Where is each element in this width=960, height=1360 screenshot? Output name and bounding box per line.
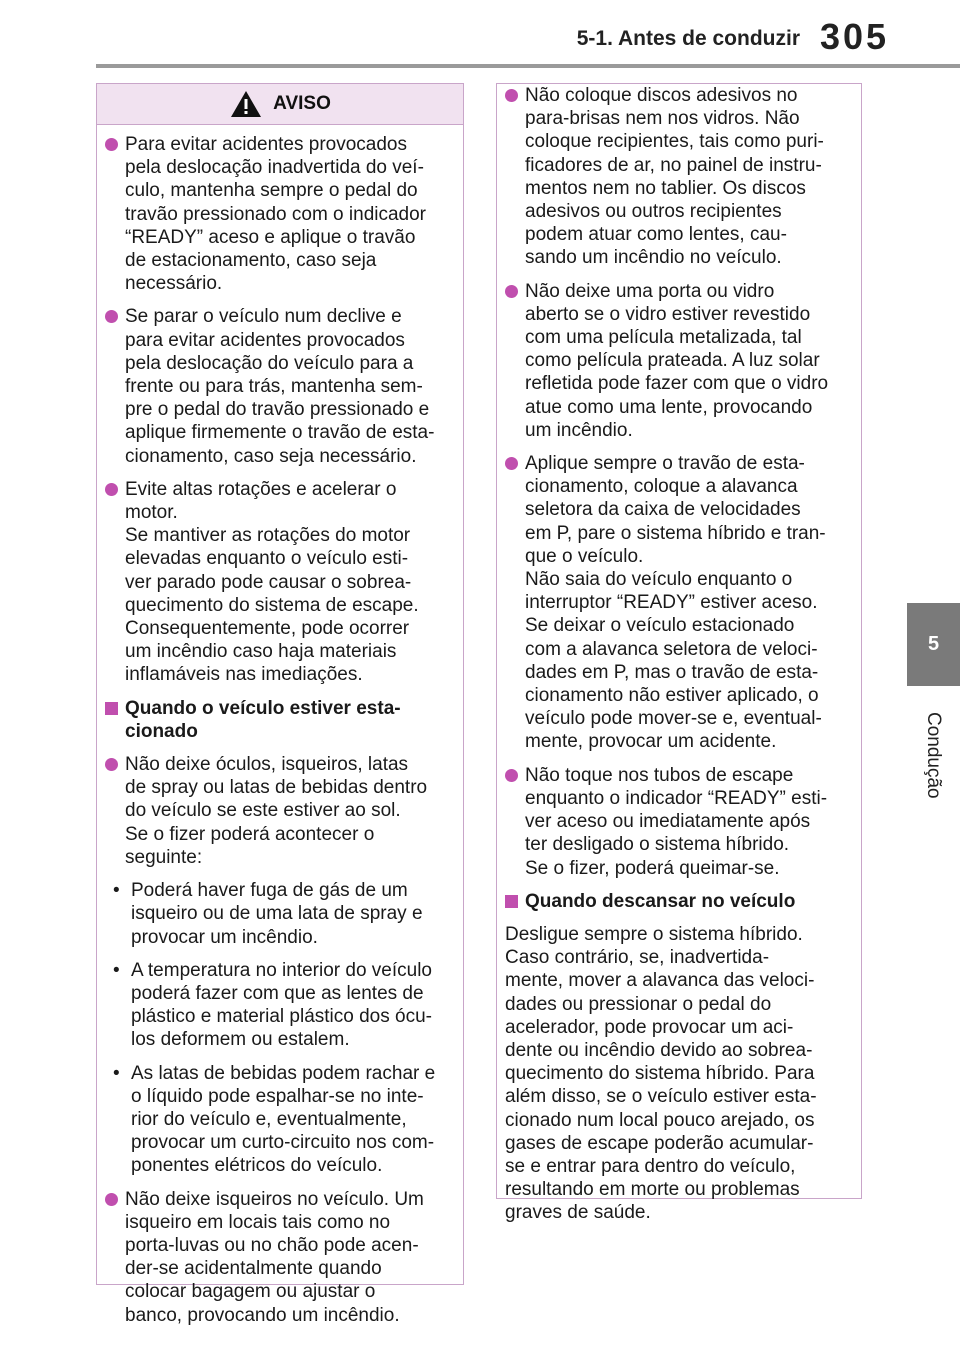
bullet-dot-icon — [505, 769, 518, 782]
warning-triangle-icon — [229, 89, 263, 119]
heading-square-icon — [105, 702, 118, 715]
list-item-text: Se parar o veículo num declive e para evitar acidentes provocados pela deslocação do veículo para a frente ou para trás, mantenha sem- pre o pedal do travão pressionado e aplique firmemente o travão de esta- cionamento, caso seja necessário. — [125, 306, 435, 467]
list-item-text: Não coloque discos adesivos no para-brisas nem nos vidros. Não coloque recipientes, tais como puri- ficadores de ar, no painel de instru- mentos nem no tablier. Os discos adesivos ou outros recipientes podem atuar como lentes, cau- sando um incêndio no veículo. — [525, 85, 824, 269]
list-item — [505, 84, 851, 270]
paragraph: Desligue sempre o sistema híbrido. Caso contrário, se, inadvertida- mente, mover a alavanca das veloci- dades ou pressionar o pedal do acelerador, pode provocar um aci- dente ou incêndio devido ao sobrea- quecimento do sistema híbrido. Para além disso, se o veículo estiver esta- cionado num local pouco arejado, os gases de escape poderão acumular- se e entrar para dentro do veículo, resultando em morte ou problemas graves de saúde. — [505, 923, 817, 1224]
list-item-text: Não deixe isqueiros no veículo. Um isqueiro em locais tais como no porta-luvas ou no chão pode acen- der-se acidentalmente quando colocar bagagem ou ajustar o banco, provocando um incêndio. — [125, 1188, 424, 1326]
list-item-text: Aplique sempre o travão de esta- cionamento, coloque a alavanca seletora da caixa de velocidades em P, pare o sistema híbrido e tran- que o veículo. Não saia do veículo enquanto o interruptor “READY” estiver aceso. Se deixar o veículo estacionado com a alavanca seletora de veloci- dades em P, mas o travão de esta- cionamento não estiver aplicado, o veículo pode mover-se e, eventual- mente, provocar um acidente. — [525, 453, 826, 753]
list-item-text: Não toque nos tubos de escape enquanto o indicador “READY” esti- ver aceso ou imediatamente após ter desligado o sistema híbrido. Se o fizer, poderá queimar-se. — [525, 764, 828, 879]
list-item — [105, 753, 453, 869]
sub-list-item — [113, 1062, 453, 1178]
sub-list-item-text: As latas de bebidas podem rachar e o líquido pode espalhar-se no inte- rior do veículo e, eventualmente, provocar um curto-circuito nos com- ponentes elétricos do veículo. — [131, 1062, 436, 1177]
chapter-tab[interactable] — [907, 603, 960, 686]
sub-list-item-text: A temperatura no interior do veículo poderá fazer com que as lentes de plástico e material plástico dos ócu- los deformem ou estalem. — [131, 959, 433, 1051]
bullet-dot-icon — [105, 1193, 118, 1206]
list-item-text: Para evitar acidentes provocados pela deslocação inadvertida do veí- culo, mantenha sempre o pedal do travão pressionado com o indicador “READY” aceso e aplique o travão de estacionamento, caso seja necessário. — [125, 134, 427, 295]
bullet-dot-icon — [505, 285, 518, 298]
warning-title: AVISO — [273, 93, 331, 114]
bullet-dot-icon — [505, 457, 518, 470]
bullet-dot-icon — [505, 89, 518, 102]
sub-list-item — [113, 879, 453, 949]
list-item-text: Evite altas rotações e acelerar o motor. Se mantiver as rotações do motor elevadas enquanto o veículo esti- ver parado pode causar o sobrea- quecimento do sistema de escape. Consequentemente, pode ocorrer um incêndio caso haja materiais inflamáveis nas imediações. — [125, 478, 419, 686]
bullet-dot-icon — [105, 483, 118, 496]
subsection-heading — [505, 890, 851, 913]
page-number: 305 — [820, 16, 890, 57]
chapter-label: Condução — [923, 711, 944, 799]
list-item-text: Não deixe uma porta ou vidro aberto se o vidro estiver revestido com uma película metalizada, tal como película prateada. A luz solar refletida pode fazer com que o vidro atue como uma lente, provocando um incêndio. — [525, 280, 829, 441]
subsection-heading — [105, 697, 453, 743]
heading-square-icon — [505, 895, 518, 908]
bullet-dot-icon — [105, 310, 118, 323]
sub-bullet-icon: • — [113, 959, 120, 981]
header-rule — [96, 64, 960, 68]
list-item — [105, 478, 453, 687]
chapter-number: 5 — [927, 633, 940, 655]
sub-list-item-text: Poderá haver fuga de gás de um isqueiro ou de uma lata de spray e provocar um incêndio. — [131, 880, 423, 948]
warning-box-left — [96, 83, 464, 1326]
list-item — [505, 452, 851, 754]
bullet-dot-icon — [105, 758, 118, 771]
warning-header — [97, 84, 463, 125]
list-item — [505, 764, 851, 880]
heading-text: Quando descansar no veículo — [525, 890, 796, 912]
list-item — [105, 133, 453, 295]
bullet-dot-icon — [105, 138, 118, 151]
section-title: 5-1. Antes de conduzir — [576, 27, 800, 50]
list-item — [105, 1188, 453, 1327]
list-item — [505, 280, 851, 442]
sub-bullet-icon: • — [113, 1062, 120, 1084]
sub-list-item — [113, 959, 453, 1052]
sub-bullet-icon: • — [113, 880, 120, 902]
list-item — [105, 305, 453, 467]
warning-box-right — [496, 83, 862, 1224]
list-item-text: Não deixe óculos, isqueiros, latas de spray ou latas de bebidas dentro do veículo se este estiver ao sol. Se o fizer poderá acontecer o seguinte: — [125, 754, 428, 868]
heading-text: Quando o veículo estiver esta- cionado — [125, 697, 401, 742]
